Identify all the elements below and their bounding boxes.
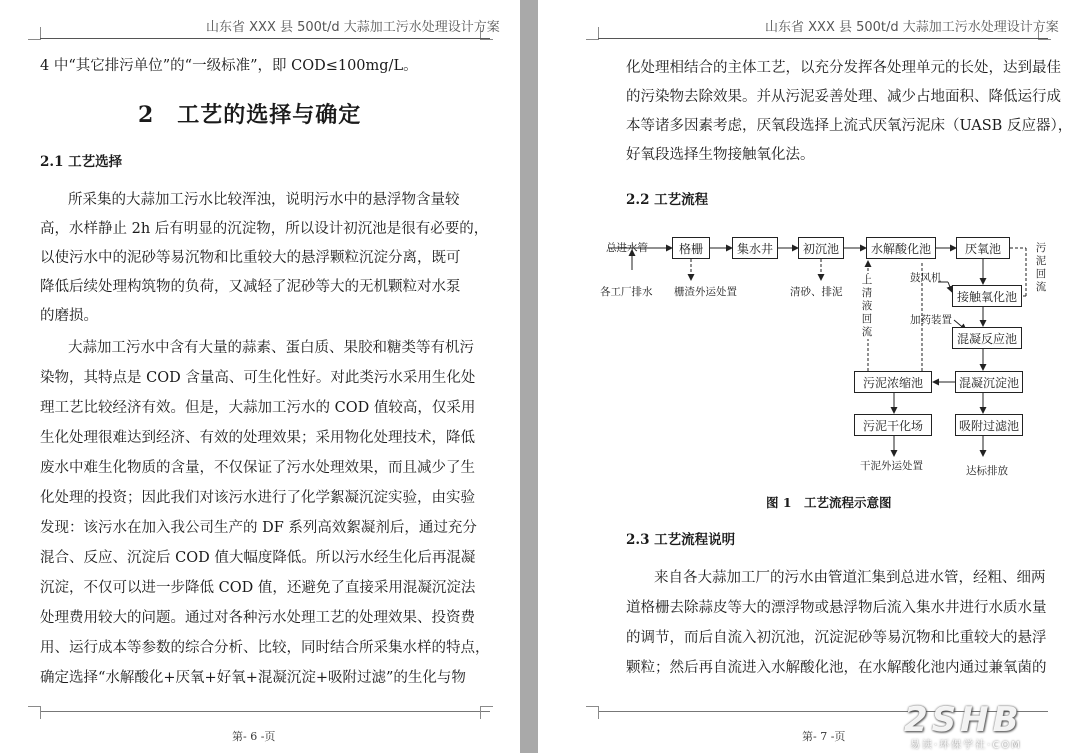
body-line: 颗粒；然后再自流进入水解酸化池，在水解酸化池内通过兼氧菌的 (626, 660, 1047, 676)
body-line: 沉淀，不仅可以进一步降低 COD 值，还避免了直接采用混凝沉淀法 (40, 580, 476, 596)
body-line: 处理费用较大的问题。通过对各种污水处理工艺的处理效果、投资费 (40, 610, 475, 626)
section-heading: 2.2 工艺流程 (626, 192, 709, 208)
section-heading: 2.3 工艺流程说明 (626, 532, 736, 548)
body-line: 高，水样静止 2h 后有明显的沉淀物，所以设计初沉池是很有必要的， (40, 221, 489, 237)
body-line: 确定选择“水解酸化+厌氧+好氧+混凝沉淀+吸附过滤”的生化与物 (40, 670, 466, 686)
document-page-6 (0, 0, 520, 753)
figure-caption: 图 1 工艺流程示意图 (766, 495, 892, 510)
crop-mark (586, 706, 599, 719)
label-blower: 鼓风机 (910, 272, 942, 284)
body-line: 降低后续处理构筑物的负荷，又减轻了泥砂等大的无机颗粒对水泵 (40, 279, 461, 295)
body-line: 化处理的投资；因此我们对该污水进行了化学絮凝沉淀实验，由实验 (40, 490, 475, 506)
box-coag-settle: 混凝沉淀池 (955, 371, 1023, 393)
body-line: 的调节，而后自流入初沉池，沉淀泥砂等易沉物和比重较大的悬浮 (626, 630, 1047, 646)
box-primary-settle: 初沉池 (798, 237, 844, 259)
label-inlet: 总进水管 (606, 242, 648, 254)
watermark-logo: 2SHB (904, 700, 1023, 740)
chapter-title: 2 工艺的选择与确定 (138, 102, 362, 128)
label-dosing: 加药装置 (910, 314, 952, 326)
label-sludge-return: 污泥回流 (1035, 242, 1047, 293)
body-line: 化处理相结合的主体工艺，以充分发挥各处理单元的长处，达到最佳 (626, 60, 1061, 76)
site-watermark (880, 700, 1076, 750)
document-page-7 (538, 0, 1080, 753)
body-line: 所采集的大蒜加工污水比较浑浊，说明污水中的悬浮物含量较 (68, 192, 460, 208)
box-adsorb-filter: 吸附过滤池 (955, 414, 1023, 436)
header-rule (598, 38, 1048, 39)
body-line: 好氧段选择生物接触氧化法。 (626, 147, 815, 163)
body-line: 道格栅去除蒜皮等大的漂浮物或悬浮物后流入集水井进行水质水量 (626, 600, 1047, 616)
flow-connectors (538, 228, 1080, 498)
body-line: 的磨损。 (40, 308, 98, 324)
box-coag-react: 混凝反应池 (952, 327, 1022, 349)
body-line: 大蒜加工污水中含有大量的蒜素、蛋白质、果胶和糖类等有机污 (68, 340, 474, 356)
process-flow-diagram (538, 228, 1080, 498)
body-line: 以使污水中的泥砂等易沉物和比重较大的悬浮颗粒沉淀分离，既可 (40, 250, 461, 266)
body-line: 来自各大蒜加工厂的污水由管道汇集到总进水管，经粗、细两 (654, 570, 1046, 586)
page-footer: 第- 7 -页 (802, 730, 846, 743)
watermark-subtitle: 易读·环保学社·COM (910, 740, 1022, 751)
box-sludge-thicken: 污泥浓缩池 (854, 371, 932, 393)
label-sand-out: 清砂、排泥 (790, 286, 843, 298)
body-line: 生化处理很难达到经济、有效的处理效果；采用物化处理技术，降低 (40, 430, 475, 446)
label-discharge: 达标排放 (966, 465, 1008, 477)
header-rule (40, 38, 490, 39)
label-slag-out: 栅渣外运处置 (674, 286, 737, 298)
label-dry-sludge-out: 干泥外运处置 (860, 460, 923, 472)
crop-mark (28, 706, 41, 719)
footer-rule (40, 711, 490, 712)
body-line: 用、运行成本等参数的综合分析、比较，同时结合所采集水样的特点， (40, 640, 490, 656)
body-line: 4 中“其它排污单位”的“一级标准”，即 COD≤100mg/L。 (40, 58, 418, 74)
body-line: 废水中难生化物质的含量，不仅保证了污水处理效果，而且减少了生 (40, 460, 475, 476)
body-line: 发现：该污水在加入我公司生产的 DF 系列高效絮凝剂后，通过充分 (40, 520, 477, 536)
box-sludge-dry: 污泥干化场 (854, 414, 932, 436)
body-line: 混合、反应、沉淀后 COD 值大幅度降低。所以污水经生化后再混凝 (40, 550, 476, 566)
page-header: 山东省 XXX 县 500t/d 大蒜加工污水处理设计方案 (206, 20, 500, 35)
label-supernatant-return: 上清液回流 (861, 274, 873, 338)
box-grille: 格栅 (672, 237, 710, 259)
page-header: 山东省 XXX 县 500t/d 大蒜加工污水处理设计方案 (765, 20, 1059, 35)
box-anaerobic: 厌氧池 (956, 237, 1010, 259)
box-collect-well: 集水井 (732, 237, 778, 259)
page-footer: 第- 6 -页 (232, 730, 276, 743)
crop-mark (480, 706, 493, 719)
body-line: 的污染物去除效果。并从污泥妥善处理、减少占地面积、降低运行成 (626, 89, 1061, 105)
body-line: 染物，其特点是 COD 含量高、可生化性好。对此类污水采用生化处 (40, 370, 476, 386)
box-contact-oxidation: 接触氧化池 (952, 285, 1022, 307)
body-line: 理工艺比较经济有效。但是，大蒜加工污水的 COD 值较高，仅采用 (40, 400, 476, 416)
label-factories: 各工厂排水 (600, 286, 653, 298)
section-heading: 2.1 工艺选择 (40, 154, 123, 170)
box-hydrolysis: 水解酸化池 (866, 237, 936, 259)
body-line: 本等诸多因素考虑，厌氧段选择上流式厌氧污泥床（UASB 反应器）， (626, 118, 1073, 134)
